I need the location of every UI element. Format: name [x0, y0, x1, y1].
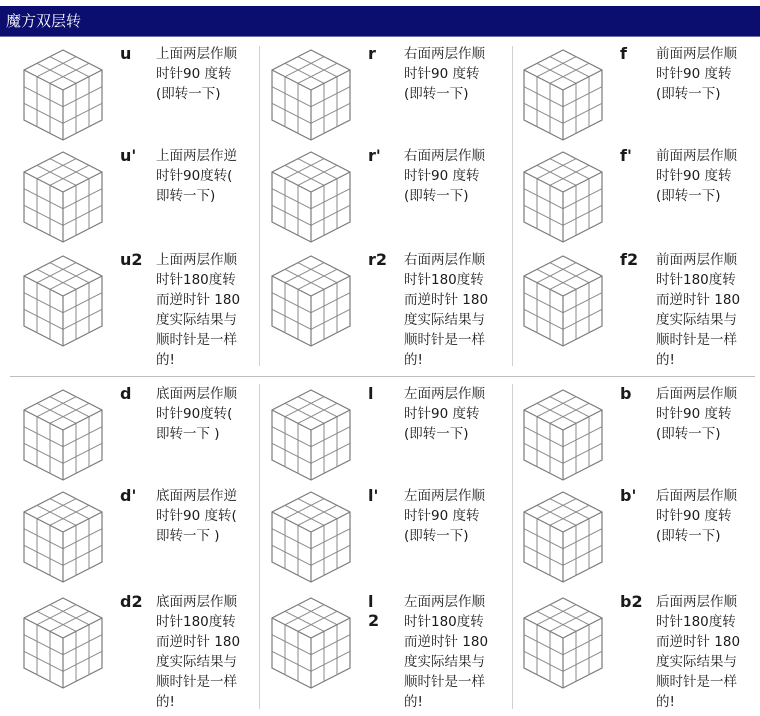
cube-diagram-icon [266, 486, 356, 586]
move-code: l [368, 384, 374, 403]
move-code: u' [120, 146, 137, 165]
move-description: 左面两层作顺 时针90 度转 (即转一下) [404, 488, 485, 544]
cube-diagram-icon [518, 592, 608, 692]
move-code: b' [620, 486, 637, 505]
cube-diagram-icon [266, 146, 356, 246]
cube-diagram-icon [18, 250, 108, 350]
move-description: 右面两层作顺 时针90 度转 (即转一下) [404, 46, 485, 102]
move-description: 底面两层作顺 时针90度转( 即转一下 ) [156, 386, 237, 442]
move-description: 前面两层作顺 时针180度转 而逆时针 180 度实际结果与 顺时针是一样 的! [656, 252, 741, 368]
cube-diagram-icon [266, 592, 356, 692]
move-code: b [620, 384, 632, 403]
move-code: r [368, 44, 376, 63]
page-header [0, 6, 760, 37]
move-description: 上面两层作顺 时针90 度转 (即转一下) [156, 46, 237, 102]
move-code: r2 [368, 250, 388, 269]
cube-diagram-icon [18, 44, 108, 144]
cube-diagram-icon [266, 384, 356, 484]
move-code: f' [620, 146, 632, 165]
move-description: 底面两层作顺 时针180度转 而逆时针 180 度实际结果与 顺时针是一样 的! [156, 594, 241, 710]
move-code: b2 [620, 592, 643, 611]
move-description: 右面两层作顺 时针180度转 而逆时针 180 度实际结果与 顺时针是一样 的! [404, 252, 489, 368]
page-title: 魔方双层转 [6, 12, 82, 30]
cube-diagram-icon [518, 44, 608, 144]
column-divider [512, 46, 513, 366]
move-code: d [120, 384, 132, 403]
move-description: 上面两层作逆 时针90度转( 即转一下) [156, 148, 237, 204]
move-code: f2 [620, 250, 639, 269]
cube-diagram-icon [518, 384, 608, 484]
move-description: 左面两层作顺 时针180度转 而逆时针 180 度实际结果与 顺时针是一样 的! [404, 594, 489, 710]
move-description: 上面两层作顺 时针180度转 而逆时针 180 度实际结果与 顺时针是一样 的! [156, 252, 241, 368]
cube-diagram-icon [518, 486, 608, 586]
move-code: r' [368, 146, 381, 165]
move-description: 后面两层作顺 时针90 度转 (即转一下) [656, 488, 737, 544]
move-code: f [620, 44, 627, 63]
move-code: d' [120, 486, 137, 505]
move-description: 左面两层作顺 时针90 度转 (即转一下) [404, 386, 485, 442]
move-code: u2 [120, 250, 143, 269]
move-description: 前面两层作顺 时针90 度转 (即转一下) [656, 46, 737, 102]
cube-diagram-icon [18, 384, 108, 484]
section-divider [10, 376, 755, 377]
column-divider [512, 384, 513, 709]
cube-diagram-icon [18, 486, 108, 586]
move-description: 右面两层作顺 时针90 度转 (即转一下) [404, 148, 485, 204]
move-description: 前面两层作顺 时针90 度转 (即转一下) [656, 148, 737, 204]
cube-diagram-icon [18, 146, 108, 246]
move-description: 底面两层作逆 时针90 度转( 即转一下 ) [156, 488, 237, 544]
cube-diagram-icon [266, 250, 356, 350]
cube-diagram-icon [518, 146, 608, 246]
cube-diagram-icon [266, 44, 356, 144]
move-code: u [120, 44, 132, 63]
move-description: 后面两层作顺 时针180度转 而逆时针 180 度实际结果与 顺时针是一样 的! [656, 594, 741, 710]
cube-diagram-icon [518, 250, 608, 350]
move-code: l 2 [368, 592, 380, 630]
cube-diagram-icon [18, 592, 108, 692]
move-description: 后面两层作顺 时针90 度转 (即转一下) [656, 386, 737, 442]
move-code: d2 [120, 592, 143, 611]
move-code: l' [368, 486, 379, 505]
